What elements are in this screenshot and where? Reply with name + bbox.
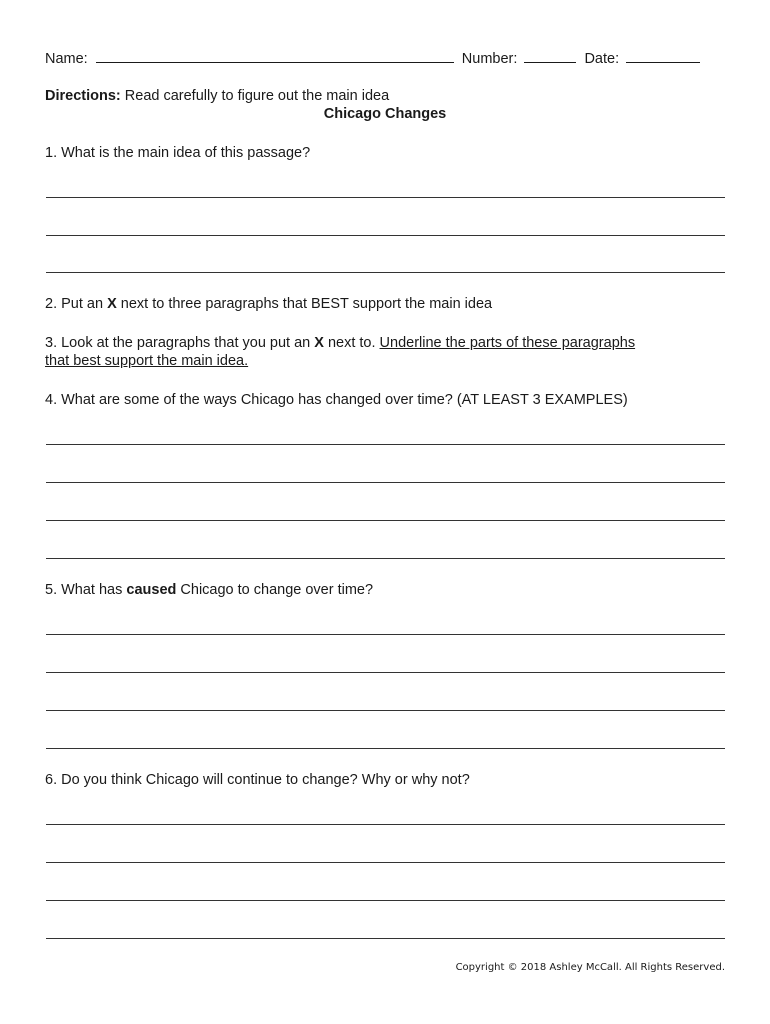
number-blank[interactable] xyxy=(524,48,576,63)
question-5 xyxy=(45,581,373,600)
question-3-middle: next to. xyxy=(323,335,380,351)
header-row xyxy=(45,48,700,69)
directions xyxy=(45,87,389,106)
answer-line-q5-2[interactable] xyxy=(46,672,725,673)
question-3 xyxy=(45,334,635,353)
question-3-prefix: 3. Look at the paragraphs that you put an xyxy=(45,335,315,351)
question-2-suffix: next to three paragraphs that BEST support the main idea xyxy=(116,296,493,312)
answer-line-q4-2[interactable] xyxy=(46,482,725,483)
answer-line-q1-3[interactable] xyxy=(46,272,725,273)
answer-line-q6-1[interactable] xyxy=(46,824,725,825)
question-3-line-2 xyxy=(45,352,248,371)
answer-line-q4-1[interactable] xyxy=(46,444,725,445)
answer-line-q5-3[interactable] xyxy=(46,710,725,711)
answer-line-q4-4[interactable] xyxy=(46,558,725,559)
question-2 xyxy=(45,295,492,314)
question-1: 1. What is the main idea of this passage? xyxy=(45,145,311,161)
directions-text: Read carefully to figure out the main idea xyxy=(124,88,390,104)
question-5-suffix: Chicago to change over time? xyxy=(176,582,374,598)
date-blank[interactable] xyxy=(626,48,700,63)
question-4: 4. What are some of the ways Chicago has changed over time? (AT LEAST 3 EXAMPLES) xyxy=(45,392,628,408)
question-6: 6. Do you think Chicago will continue to change? Why or why not? xyxy=(45,772,470,788)
question-5-prefix: 5. What has xyxy=(45,582,127,598)
number-label: Number: xyxy=(461,51,518,67)
question-2-emph: X xyxy=(107,296,117,312)
question-3-underlined-2: that best support the main idea. xyxy=(45,353,249,369)
answer-line-q6-4[interactable] xyxy=(46,938,725,939)
page-title xyxy=(0,105,770,124)
answer-line-q5-4[interactable] xyxy=(46,748,725,749)
question-3-underlined-1: Underline the parts of these paragraphs xyxy=(379,335,636,351)
date-label: Date: xyxy=(584,51,620,67)
answer-line-q5-1[interactable] xyxy=(46,634,725,635)
answer-line-q6-3[interactable] xyxy=(46,900,725,901)
answer-line-q6-2[interactable] xyxy=(46,862,725,863)
name-label: Name: xyxy=(45,51,88,67)
answer-line-q1-1[interactable] xyxy=(46,197,725,198)
question-3-emph: X xyxy=(314,335,324,351)
directions-label: Directions: xyxy=(45,88,121,104)
question-2-prefix: 2. Put an xyxy=(45,296,108,312)
answer-line-q4-3[interactable] xyxy=(46,520,725,521)
name-blank[interactable] xyxy=(96,48,454,63)
question-5-emph: caused xyxy=(126,582,177,598)
copyright-footer: Copyright © 2018 Ashley McCall. All Rights Reserved. xyxy=(455,962,725,973)
answer-line-q1-2[interactable] xyxy=(46,235,725,236)
title-text: Chicago Changes xyxy=(323,106,447,122)
